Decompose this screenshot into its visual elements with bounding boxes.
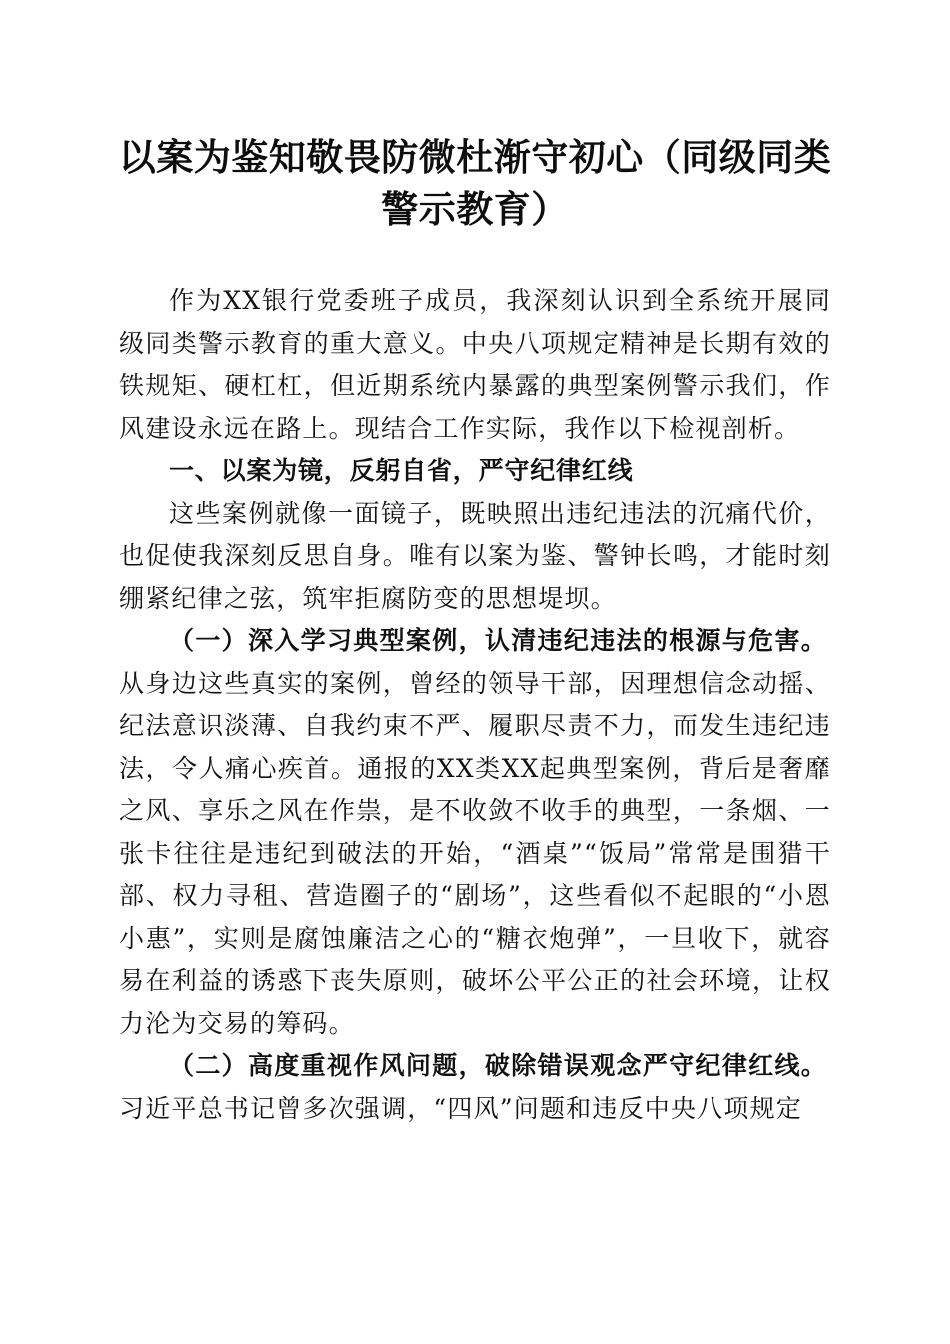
subsection-1-heading: （一）深入学习典型案例，认清违纪违法的根源与危害。 — [169, 626, 827, 655]
section-1-heading: 一、以案为镜，反躬自省，严守纪律红线 — [169, 456, 634, 485]
subsection-2 — [119, 1045, 831, 1130]
subsection-2-heading: （二）高度重视作风问题，破除错误观念严守纪律红线。 — [169, 1051, 827, 1080]
document-title: 以案为鉴知敬畏防微杜渐守初心（同级同类警示教育） — [118, 136, 832, 231]
subsection-1 — [119, 620, 831, 1045]
intro-paragraph: 作为XX银行党委班子成员，我深刻认识到全系统开展同级同类警示教育的重大意义。中央八项规定精神是长期有效的铁规矩、硬杠杠，但近期系统内暴露的典型案例警示我们，作风建设永远在路上。现结合工作实际，我作以下检视剖析。 — [119, 286, 831, 443]
document-body — [119, 280, 831, 1130]
section-1-paragraph: 这些案例就像一面镜子，既映照出违纪违法的沉痛代价，也促使我深刻反思自身。唯有以案为鉴、警钟长鸣，才能时刻绷紧纪律之弦，筑牢拒腐防变的思想堤坝。 — [119, 498, 831, 613]
subsection-2-text: 习近平总书记曾多次强调，“四风”问题和违反中央八项规定 — [119, 1093, 802, 1123]
subsection-1-text: 从身边这些真实的案例，曾经的领导干部，因理想信念动摇、纪法意识淡薄、自我约束不严、履职尽责不力，而发生违纪违法，令人痛心疾首。通报的XX类XX起典型案例，背后是奢靡之风、享乐之风在作祟，是不收敛不收手的典型，一条烟、一张卡往往是违纪到破法的开始，“酒桌”“饭局”常常是围猎干部、权力寻租、营造圈子的“剧场”，这些看似不起眼的“小恩小惠”，实则是腐蚀廉洁之心的“糖衣炮弹”，一旦收下，就容易在利益的诱惑下丧失原则，破坏公平公正的社会环境，让权力沦为交易的筹码。 — [119, 668, 831, 1038]
